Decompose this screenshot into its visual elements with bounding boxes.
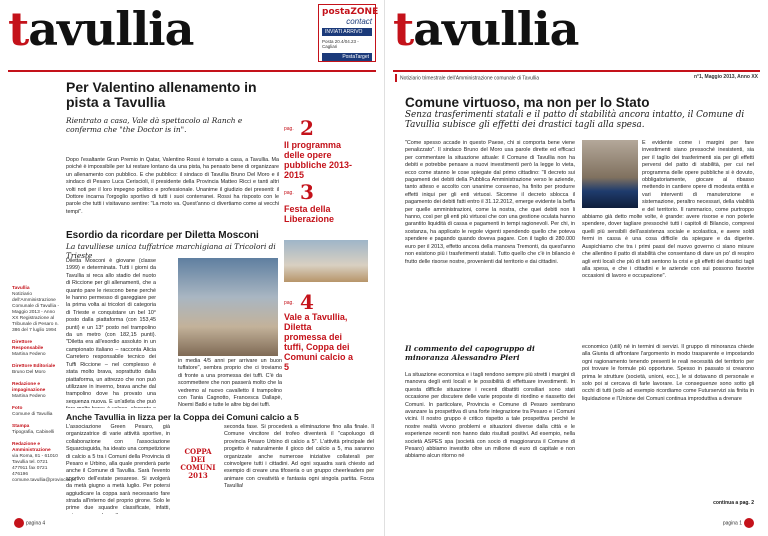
- issue-info: n°1, Maggio 2013, Anno XX: [693, 74, 758, 80]
- colophon-title: Stampa: [12, 424, 30, 429]
- colophon-title: Foto: [12, 406, 23, 411]
- colophon-title: Tavullia: [12, 286, 30, 291]
- header-rule: [8, 70, 376, 72]
- comment-title: Il commento del capogruppo di minoranza Alessandro Pieri: [405, 344, 535, 362]
- colophon: [12, 280, 76, 484]
- postazone-stamp: postaZONE contact INVIATI ARRIVO Posta 20.4/04.23 - Cagliari PostaTarget: [318, 4, 376, 62]
- colophon-text: via Roma, 81 - 61010 Tavullia tel. 0721 477911 fax 0721 476196 comune.tavullia@provincia.ps: [12, 454, 76, 483]
- article1-standfirst: Rientrato a casa, Vale dà spettacolo al Ranch e conferma che "the Doctor is in".: [66, 116, 243, 134]
- article1-title: Per Valentino allenamento in pista a Tavullia: [66, 79, 257, 110]
- comment-body-col2: economico (utili) né in termini di servizi. Il gruppo di minoranza chiede alla Giunta di affrontare l'argomento in modo trasparente e impostando ogni ragionamento tenendo presenti le reali necessità del territorio per poi trovare le formule più opportune. Spesso in passato si crearono prima le strutture (società, unioni, ecc.), le si dotavano di personale e solo poi si cercava di farle lavorare. Le conseguenze sono sotto gli occhi di tutti (solo ad esempio ricordiamo come Futurservizi sia finita in liquidazione e l'Unione dei Comuni continua improduttiva a drenare: [582, 344, 754, 402]
- colophon-text: Martina Fedeno: [12, 352, 46, 357]
- article-title: Comune virtuoso, ma non per lo Stato: [405, 95, 650, 110]
- page-dot-icon: [14, 518, 24, 528]
- article1-body: Dopo l'esaltante Gran Premio in Qatar, Valentino Rossi è tornato a casa, a Tavullia. Ma poiché è impossibile per lui restare lontano da una pista, ha pensato bene di organizzare un allenamento con pubblico. E che pubblico: il sindaco di Tavullia Bruno Del Moro e il sindaco di Pesaro Luca Ceriscioli, il presidente della Provincia Matteo Ricci e tanti altri volti noti per il loro impegno politico e professionale. Unanime il giudizio dei presenti: il Dottore incarna l'orgoglio sportivo di tutti i suoi conterranei. Rossi ha risposto con le parole che tutti i visitavano sentire: "La moto va. Quest'anno ci divertiamo come ai vecchi tempi".: [66, 157, 279, 215]
- continue-note: continua a pag. 2: [713, 500, 754, 506]
- right-page: [384, 0, 768, 536]
- index-item-text[interactable]: Festa della Liberazione: [284, 204, 335, 224]
- red-bar-icon: [395, 74, 397, 82]
- index-page-label: pag.: [284, 126, 294, 132]
- article3-body-cont: seconda fase. Si procederà a eliminazione fino alla finale. Il Comune vincitore del trofeo diventerà il "capoluogo di provincia Pesaro Urbino di calcio a 5". L'attività principale del progetto è naturalmente il gioco del calcio a 5, ma saranno organizzate anche numerose iniziative collaterali per coinvolgere tutti i cittadini. Ad ogni squadra sarà chiesto ad esempio di creare una tifoseria o un gruppo cheerleaders per animare con creatività e fantasia ogni singola partita. Forza Tavullia!: [224, 424, 374, 490]
- page-footer: pagina 1: [723, 518, 754, 528]
- index-page-label: pag.: [284, 300, 294, 306]
- colophon-title: Direttore Responsabile: [12, 340, 44, 351]
- masthead: tavullia: [8, 2, 194, 56]
- index-page-number[interactable]: 2: [300, 116, 314, 140]
- index-page-label: pag.: [284, 190, 294, 196]
- colophon-title: Direttore Editoriale: [12, 364, 56, 369]
- header-rule: [393, 70, 760, 72]
- page-dot-icon: [744, 518, 754, 528]
- colophon-text: Tipografia, Cabinelli: [12, 430, 55, 435]
- masthead: tavullia: [393, 2, 579, 56]
- colophon-text: Notiziario dell'Amministrazione Comunale di Tavullia - Maggio 2013 - Anno XX Registrazione al Tribunale di Pesaro n. 386 del 7 luglio 1994: [12, 292, 60, 333]
- index-thumbnail: [284, 240, 368, 282]
- colophon-text: Bruno Del Moro: [12, 370, 46, 375]
- colophon-title: Redazione e impaginazione: [12, 382, 46, 393]
- article3-body: L'associazione Green Pesaro, già organizzatrice di varie attività sportive, in collaborazione con l'associazione Squarcisguida, ha ideato una competizione di calcio a 5 tra i Comuni della Provincia di Pesaro e Urbino, alla quale prenderà parte anche il Comune di Tavullia. Sarà l'evento sportivo dell'estate pesarese. Si svolgerà da metà giugno a metà luglio. Per potersi aggiudicare la coppa sarà necessario fare strada all'interno del proprio girone. Solo le prime due squadre classificate, infatti,: [66, 424, 170, 512]
- colophon-text: Comune di Tavullia: [12, 412, 53, 417]
- colophon-title: Redazione e Amministrazione: [12, 442, 51, 453]
- page-footer: pagina 4: [14, 518, 45, 528]
- article-standfirst: Senza trasferimenti statali e il patto di stabilità ancora intatto, il Comune di Tavullia subisce gli effetti dei drastici tagli alla spesa.: [405, 110, 745, 130]
- index-item-text[interactable]: Il programma delle opere pubbliche 2013-2015: [284, 140, 353, 180]
- article-body-col2: È evidente come i margini per fare investimenti siano pressoché inesistenti, sia per il taglio dei trasferimenti sia per gli effetti perversi del patto di stabilità, per cui nel programma delle opere pubbliche si è dovuto, obbligatoriamente, giocare al ribasso mettendo in cantiere opere di modesta entità e vari interventi di manutenzione e sistemazione, peraltro necessari, della viabilità e del territorio. Il rammarico, come purtroppo abbiamo già detto molte volte, è grande: avere risorse e non poterle spendere, dover tagliare pressoché tutti i capitoli di Bilancio, compresi quelli più sensibili dell'assistenza sociale e scolastica, e avere soldi fermi in cassa è una cosa difficile da spiegare e da digerire. Auspichiamo che tra i primi passi del nuovo governo ci siano misure che allentino il patto di stabilità che consentano di dare un po' di respiro agli enti locali che più di tutti sentono la crisi e gli effetti dei drastici tagli alla spesa, e che i cittadini e le aziende con sui possono favorire occasioni di lavoro e occupazione".: [582, 140, 754, 280]
- article2-standfirst: La tavulliese unica tuffatrice marchigiana ai Tricolori di Trieste: [66, 242, 276, 260]
- coppa-logo: COPPA DEI COMUNI 2013: [180, 447, 216, 480]
- comment-body-col1: La situazione economica e i tagli rendono sempre più stretti i margini di manovra degli enti locali e le possibilità di effettuare investimenti. In questa difficile situazione i recenti dibattiti consiliari sono stati occasione per discutere delle varie proposte di riordino e riassetto dei Comuni. In particolare, Provincia e Comune di Pesaro sembrano avanzare la prospettiva di una forte integrazione tra Pesaro e i Comuni vicini. Il nostro gruppo è critico rispetto a tale prospettiva perché le nostre realtà vivono problemi e situazioni diverse dalla città e le esperienze recenti non hanno dato risultati positivi. Ad esempio, nella società ASPES spa (società con socio di maggioranza il Comune di Pesaro) abbiamo investito oltre un milione di euro di capitale e non abbiamo alcun ritorno né: [405, 372, 575, 460]
- diving-photo: [178, 258, 278, 356]
- header-note: Notiziario trimestrale dell'Amministrazione comunale di Tavullia: [400, 75, 539, 82]
- index-page-number[interactable]: 3: [300, 180, 314, 204]
- article2-title: Esordio da ricordare per Diletta Mosconi: [66, 230, 259, 241]
- mayor-portrait: [582, 140, 638, 208]
- article2-body: Diletta Mosconi è giovane (classe 1999) e determinata. Tutti i giorni da Tavullia si reca allo stadio del nuoto di Riccione per gli allenamenti, che a quanto pare le riescono bene perché le hanno permesso di gareggiare per la prima volta ai tricolori di categoria di Trieste e conquistare un bel 10° posto dalla piattaforma (con 153,45 punti) e un 13° posto nel trampolino da un metro (con 182,15 punti). "Diletta era all'esordio assoluto in un campionato italiano – racconta Alicia Carretero responsabile tecnico dei Tuffi Riccione – nel complesso è stata molto brava, soprattutto dalla piattaforma, un attrezzo che non può utilizzare in inverno, brava anche dal trampolino dove ha provato una sequenza nuova. E un'atleta che può: [66, 258, 156, 405]
- colophon-text: Martina Fedeno: [12, 394, 46, 399]
- article3-title: Anche Tavullia in lizza per la Coppa dei Comuni calcio a 5: [66, 412, 299, 422]
- article2-body-cont: in media 4/5 anni per arrivare un buon tuffatore", sembra proprio che ci troviamo di fronte a una promessa dei tuffi. C'è da scommettere che non passerà molto che la vedremo al nuovo cavalletto il trampolino con Tania Cagnotto, Francesca Dallapè, Noemi Batki e tutte le altre big dei tuffi.: [178, 358, 282, 408]
- index-page-number[interactable]: 4: [300, 290, 314, 314]
- article-body-col1: "Come spesso accade in questo Paese, chi si comporta bene viene penalizzato". Il sindaco Bruno del Moro usa parole dirette ed efficaci per commentare la situazione attuale: il Comune di Tavullia non ha debiti e potrebbe pensare a nuovi investimenti però la legge lo vieta, ecco come stanno le cose spiegate dal primo cittadino: "Il decreto sui pagamenti dei debiti della Pubblica Amministrazione verso le aziende, tanto atteso e accolto con unanime consenso, ha finito per produrre effetti iniqui per gli enti virtuosi. Sicomne il decreto sblocca il pagamento dei debiti fatti entro il 31.12.2012, emerge evidente la beffa per quelle amministrazioni, come la nostra, che quei debiti non li hanno, così per gli enti più virtuosi che con una gestione oculata hanno garantito liquidità di cassa e pagamenti in tempi ragionevoli. Per chi, in sostanza, ha applicato le regole vigenti spendendo quello che poteva spendere e pagando quando doveva pagare. Con il taglio di 280.000 euro per il 2013, effetto ancora della manovra Tremonti, da quest'anno non esistono più i trasferimenti statali. Tutto quello che c'è in bilancio è frutto delle risorse nostre, provenienti dal territorio e dai cittadini.: [405, 140, 575, 265]
- index-item-text[interactable]: Vale a Tavullia, Diletta promessa dei tuffi, Coppa dei Comuni calcio a 5: [284, 312, 354, 372]
- issue-bar: [395, 74, 758, 84]
